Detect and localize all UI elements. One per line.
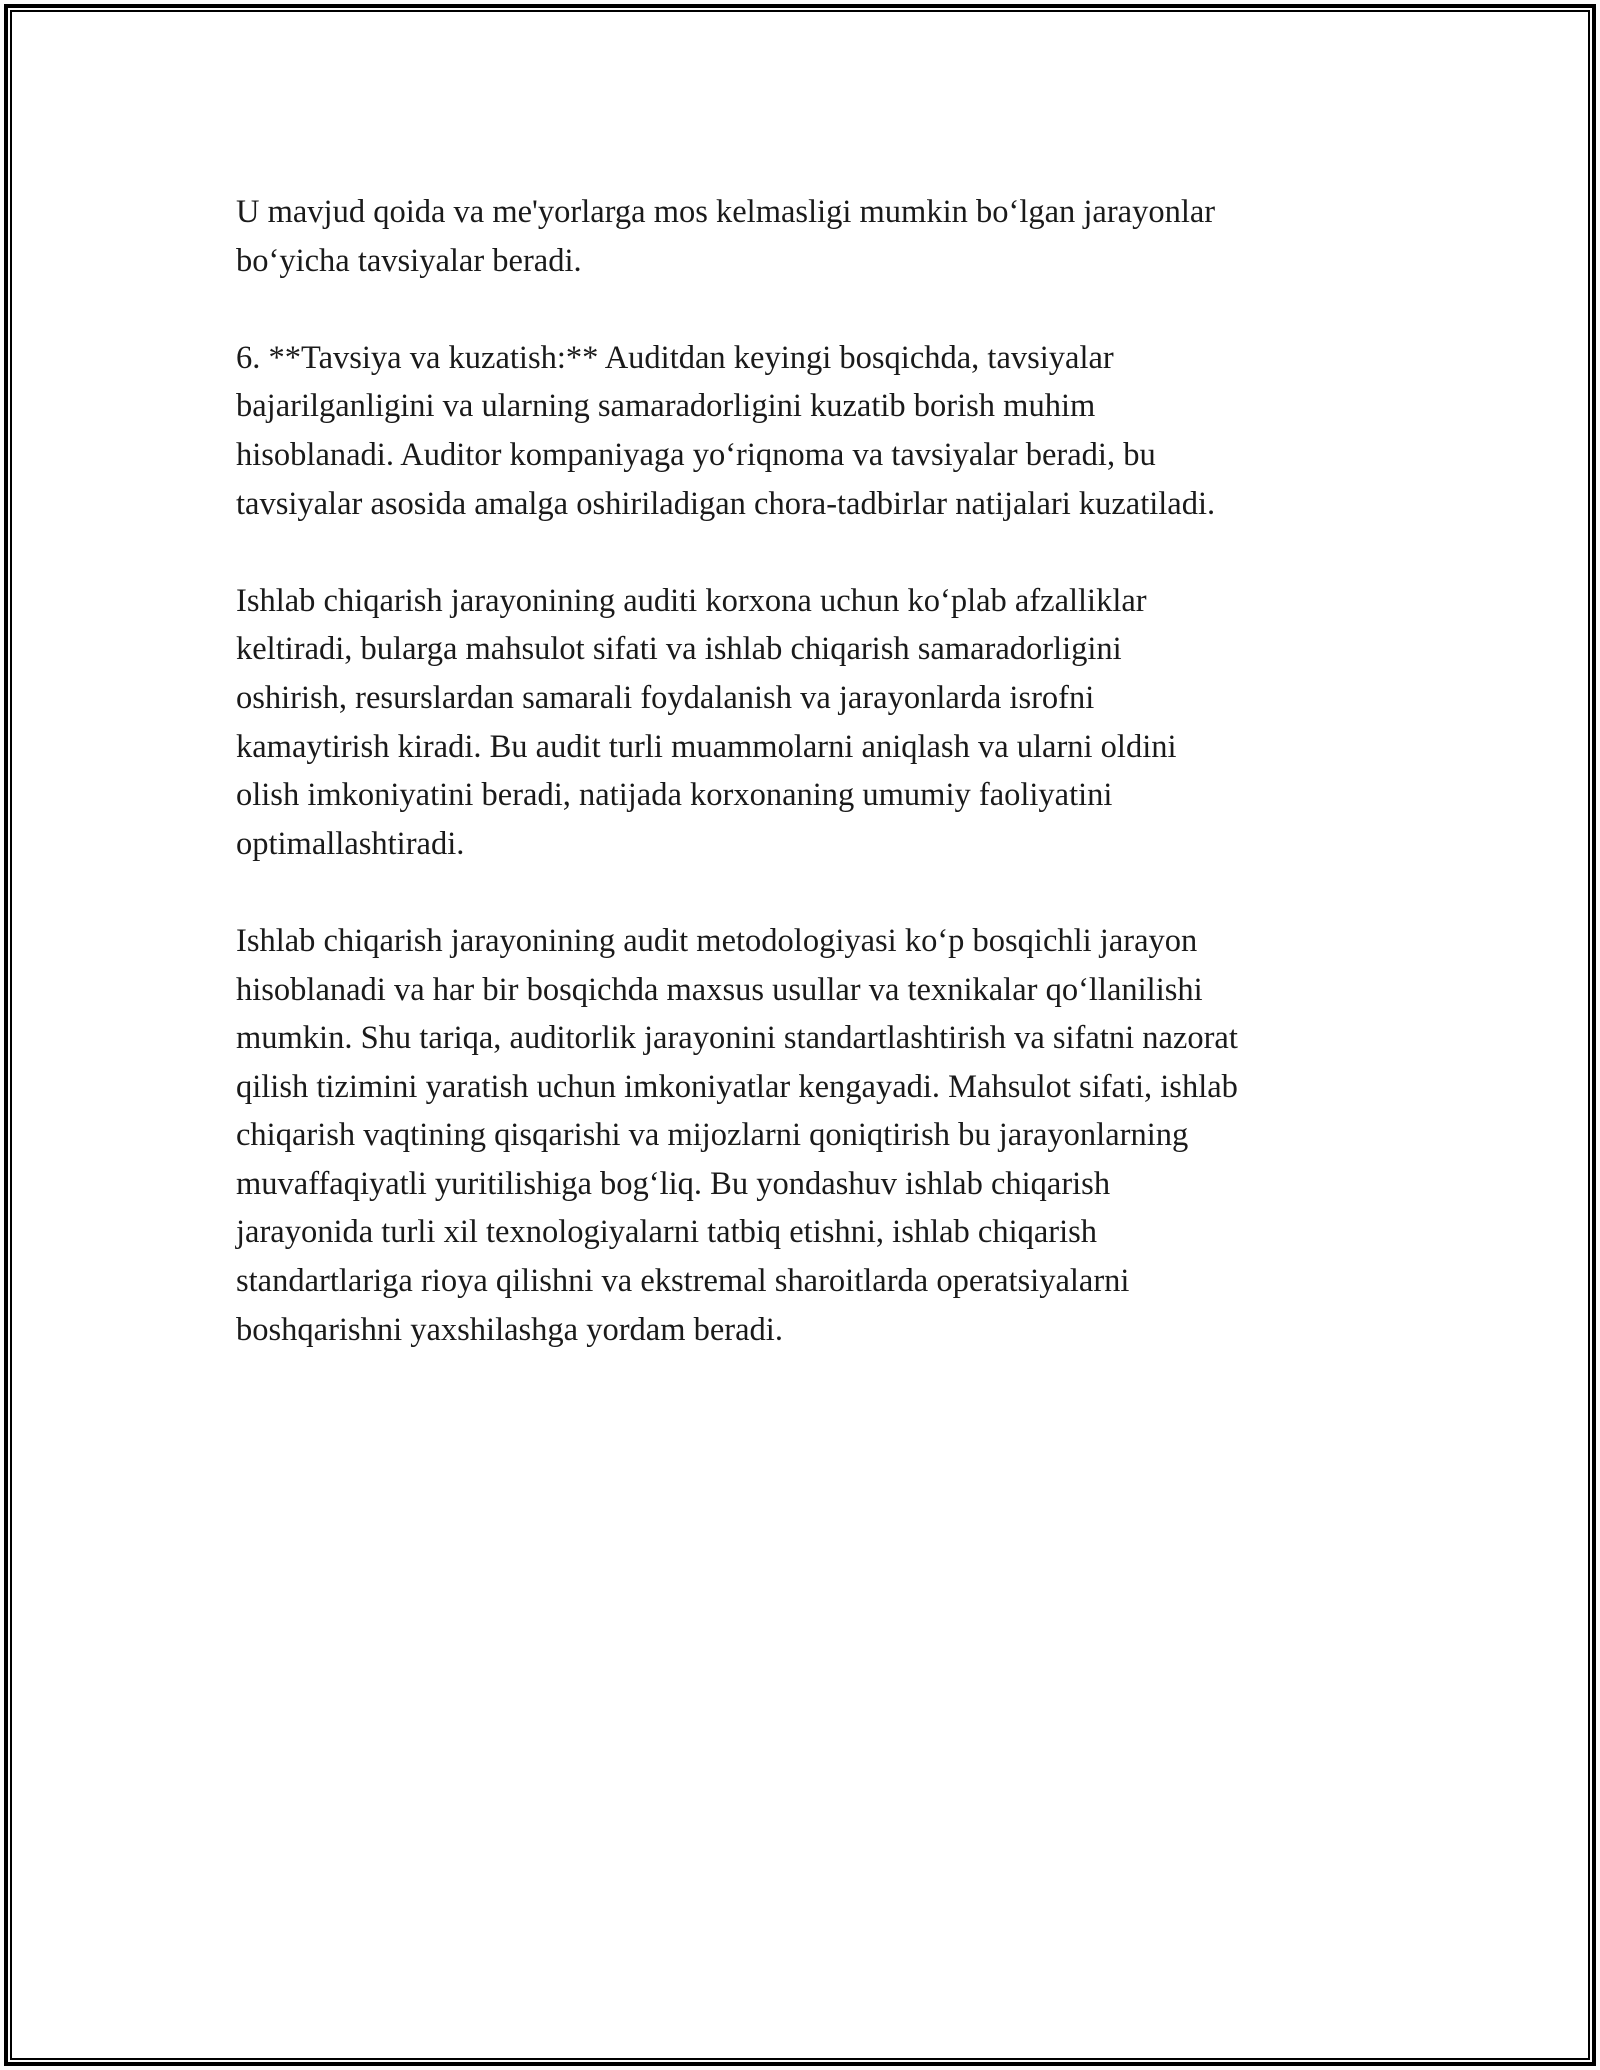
text-line: chiqarish vaqtining qisqarishi va mijozlarni qoniqtirish bu jarayonlarning (236, 1117, 1189, 1154)
paragraph (236, 188, 1396, 285)
text-line: U mavjud qoida va me'yorlarga mos kelmasligi mumkin bo‘lgan jarayonlar (236, 194, 1216, 230)
text-line: Ishlab chiqarish jarayonining audit metodologiyasi ko‘p bosqichli jarayon (236, 922, 1198, 959)
text-line: olish imkoniyatini beradi, natijada korxonaning umumiy faoliyatini (236, 777, 1113, 814)
text-line: hisoblanadi. Auditor kompaniyaga yo‘riqnoma va tavsiyalar beradi, bu (236, 436, 1156, 473)
paragraph (236, 334, 1396, 528)
text-line: hisoblanadi va har bir bosqichda maxsus usullar va texnikalar qo‘llanilishi (236, 971, 1203, 1008)
text-line: muvaffaqiyatli yuritilishiga bog‘liq. Bu yondashuv ishlab chiqarish (236, 1165, 1111, 1202)
text-line: mumkin. Shu tariqa, auditorlik jarayonini standartlashtirish va sifatni nazorat (236, 1020, 1238, 1057)
text-line: standartlariga rioya qilishni va ekstremal sharoitlarda operatsiyalarni (236, 1263, 1130, 1300)
paragraph (236, 917, 1396, 1354)
text-line: keltiradi, bularga mahsulot sifati va ishlab chiqarish samaradorligini (236, 631, 1122, 668)
text-line: oshirish, resurslardan samarali foydalanish va jarayonlarda isrofni (236, 679, 1095, 716)
text-line: optimallashtiradi. (236, 825, 465, 862)
text-line: qilish tizimini yaratish uchun imkoniyatlar kengayadi. Mahsulot sifati, ishlab (236, 1068, 1238, 1105)
paragraph (236, 577, 1396, 869)
text-line: kamaytirish kiradi. Bu audit turli muammolarni aniqlash va ularni oldini (236, 728, 1177, 765)
text-line: 6. **Tavsiya va kuzatish:** Auditdan keyingi bosqichda, tavsiyalar (236, 339, 1114, 376)
text-line: jarayonida turli xil texnologiyalarni tatbiq etishni, ishlab chiqarish (236, 1214, 1098, 1251)
text-line: boshqarishni yaxshilashga yordam beradi. (236, 1311, 783, 1348)
text-line: Ishlab chiqarish jarayonining auditi korxona uchun ko‘plab afzalliklar (236, 582, 1147, 619)
document-body (236, 188, 1396, 1403)
text-line: bo‘yicha tavsiyalar beradi. (236, 242, 582, 279)
text-line: tavsiyalar asosida amalga oshiriladigan chora-tadbirlar natijalari kuzatiladi. (236, 485, 1216, 522)
text-line: bajarilganligini va ularning samaradorligini kuzatib borish muhim (236, 388, 1096, 425)
